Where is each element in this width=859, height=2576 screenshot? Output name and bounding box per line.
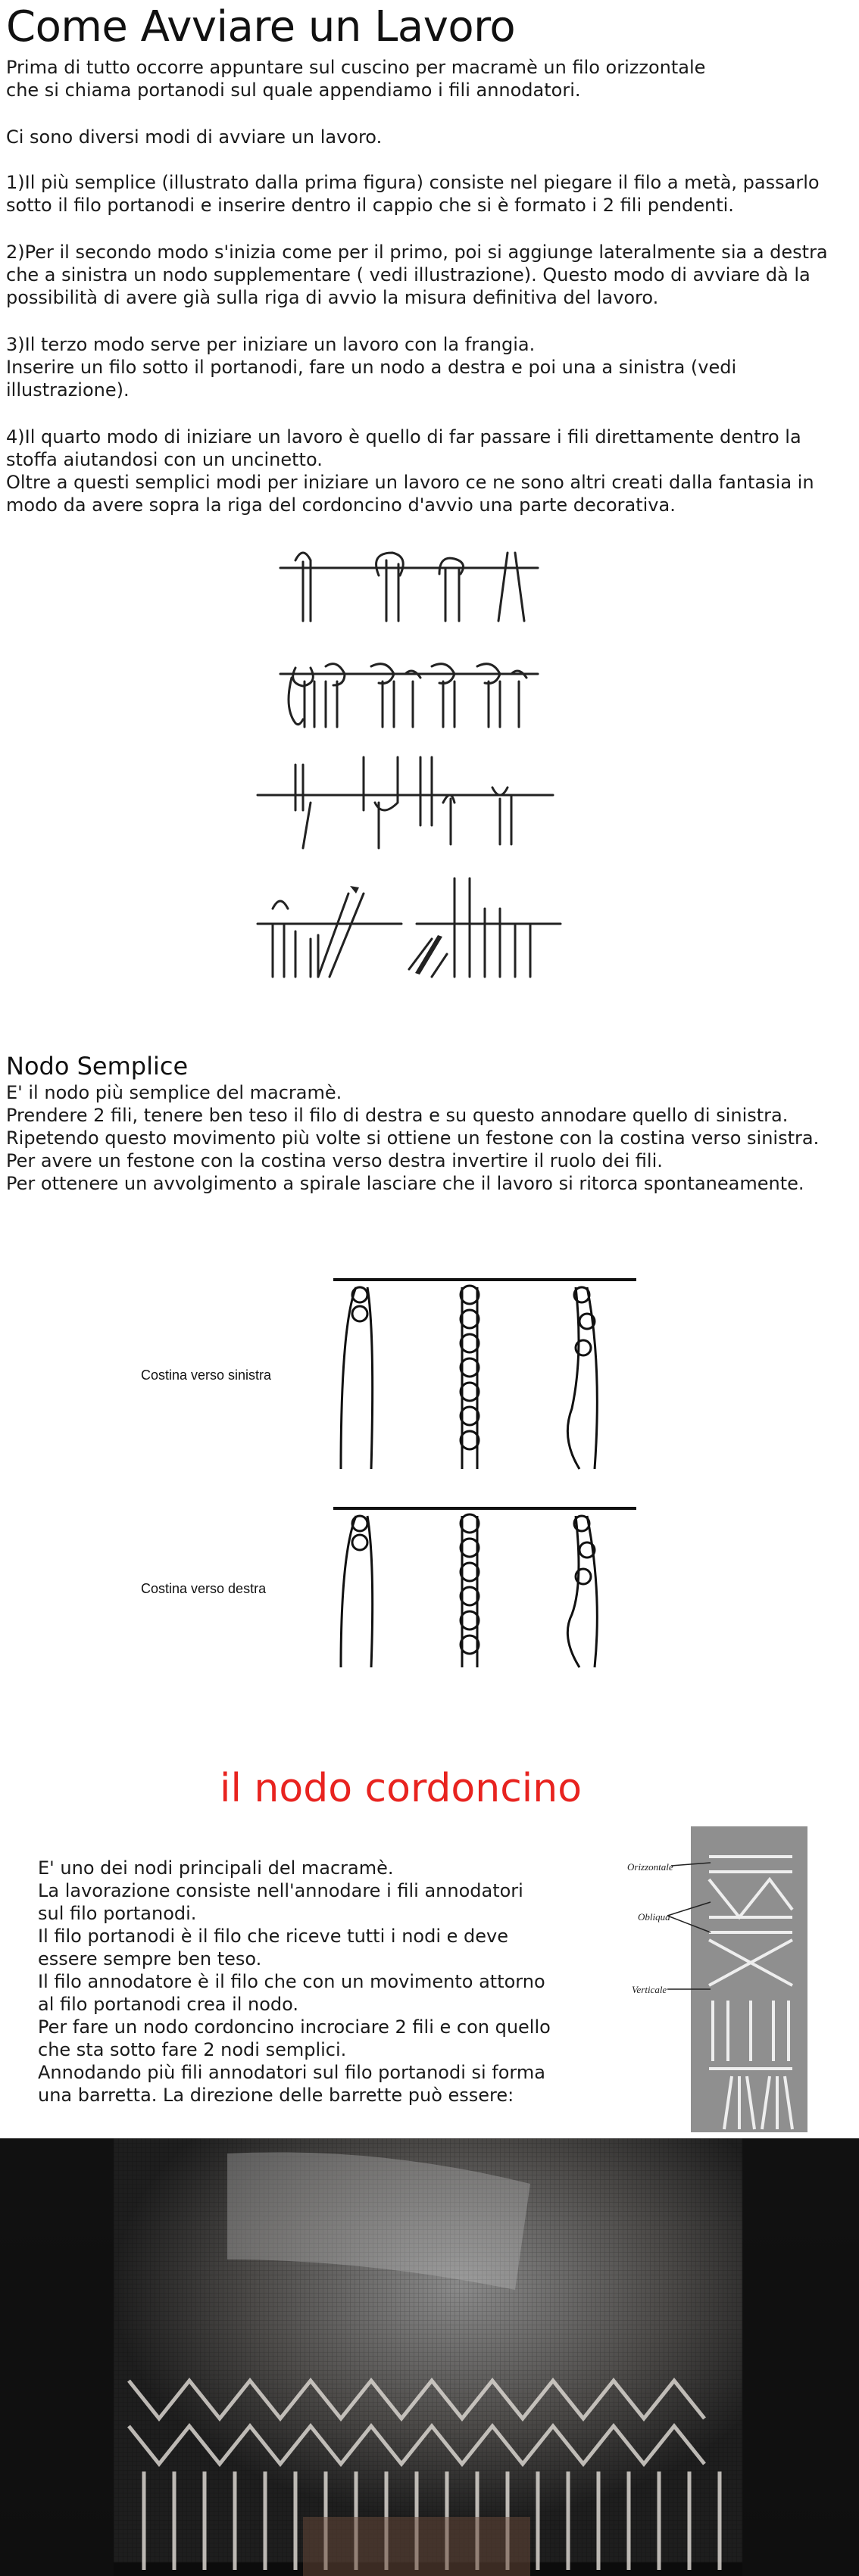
paragraph-line: La lavorazione consiste nell'annodare i fili annodatori [38,1880,523,1901]
paragraph-line: Ripetendo questo movimento più volte si ottiene un festone con la costina verso sinistra. [6,1127,820,1149]
paragraph-line: 3)Il terzo modo serve per iniziare un lavoro con la frangia. [6,334,536,355]
paragraph-line: essere sempre ben teso. [38,1948,262,1969]
festone-illustration [326,1272,644,1681]
intro-text [6,56,705,101]
paragraph-line: Per avere un festone con la costina verso destra invertire il ruolo dei fili. [6,1150,663,1171]
paragraph-line: che a sinistra un nodo supplementare ( vedi illustrazione). Questo modo di avviare dà la [6,264,811,285]
mounting-knot-1 [295,553,311,621]
paragraph-2 [6,241,828,309]
label-orizzontale: Orizzontale [627,1861,673,1873]
paragraph-line: una barretta. La direzione delle barrette può essere: [38,2085,514,2106]
label-obliqua: Obliqua [638,1911,670,1923]
paragraph-line: 4)Il quarto modo di iniziare un lavoro è quello di far passare i fili direttamente dentro la [6,426,801,448]
paragraph-line: Per ottenere un avvolgimento a spirale lasciare che il lavoro si ritorca spontaneamente. [6,1173,804,1194]
paragraph-line: Il filo annodatore è il filo che con un movimento attorno [38,1971,545,1992]
paragraph-line: Inserire un filo sotto il portanodi, fare un nodo a destra e poi una a sinistra (vedi [6,357,737,378]
paragraph-line: sotto il filo portanodi e inserire dentro il cappio che si è formato i 2 fili pendenti. [6,195,734,216]
nodo-cordoncino-text [38,1857,583,2107]
mounting-knot-4 [498,553,524,621]
page-title: Come Avviare un Lavoro [6,2,516,51]
paragraph-1 [6,171,820,217]
intro-line: che si chiama portanodi sul quale appendiamo i fili annodatori. [6,80,581,101]
paragraph-3 [6,333,736,401]
paragraph-line: E' il nodo più semplice del macramè. [6,1082,342,1103]
caption-costina-sinistra: Costina verso sinistra [141,1368,272,1383]
paragraph-line: possibilità di avere già sulla riga di avvio la misura definitiva del lavoro. [6,287,659,308]
paragraph-line: E' uno dei nodi principali del macramè. [38,1857,394,1879]
paragraph-line: al filo portanodi crea il nodo. [38,1994,299,2015]
label-verticale: Verticale [632,1984,667,1995]
nodo-semplice-title: Nodo Semplice [6,1052,189,1081]
nodo-cordoncino-title: il nodo cordoncino [220,1766,583,1811]
paragraph-line: 2)Per il secondo modo s'inizia come per il primo, poi si aggiunge lateralmente sia a destra [6,242,828,263]
paragraph-line: Oltre a questi semplici modi per iniziare un lavoro ce ne sono altri creati dalla fantasia in [6,472,814,493]
paragraph-line: stoffa aiutandosi con un uncinetto. [6,449,323,470]
curtain-photo [0,2138,859,2576]
nodo-semplice-text [6,1081,819,1195]
paragraph-line: 1)Il più semplice (illustrato dalla prima figura) consiste nel piegare il filo a metà, passarlo [6,172,820,193]
barrette-illustration [626,1826,807,2132]
paragraph-line: Per fare un nodo cordoncino incrociare 2 fili e con quello [38,2016,551,2038]
avvio-illustration [250,530,568,992]
paragraph-line: che sta sotto fare 2 nodi semplici. [38,2039,347,2060]
caption-costina-destra: Costina verso destra [141,1581,267,1596]
paragraph-line: Il filo portanodi è il filo che riceve tutti i nodi e deve [38,1926,508,1947]
paragraph-line: illustrazione). [6,379,130,401]
paragraph-4 [6,426,814,516]
paragraph-line: modo da avere sopra la riga del cordoncino d'avvio una parte decorativa. [6,494,676,516]
paragraph-line: Prendere 2 fili, tenere ben teso il filo di destra e su questo annodare quello di sinistra. [6,1105,789,1126]
paragraph-line: sul filo portanodi. [38,1903,197,1924]
paragraph-diversi: Ci sono diversi modi di avviare un lavoro. [6,126,383,148]
paragraph-line: Annodando più fili annodatori sul filo portanodi si forma [38,2062,545,2083]
mounting-knot-2 [376,553,404,621]
intro-line: Prima di tutto occorre appuntare sul cuscino per macramè un filo orizzontale [6,57,706,78]
